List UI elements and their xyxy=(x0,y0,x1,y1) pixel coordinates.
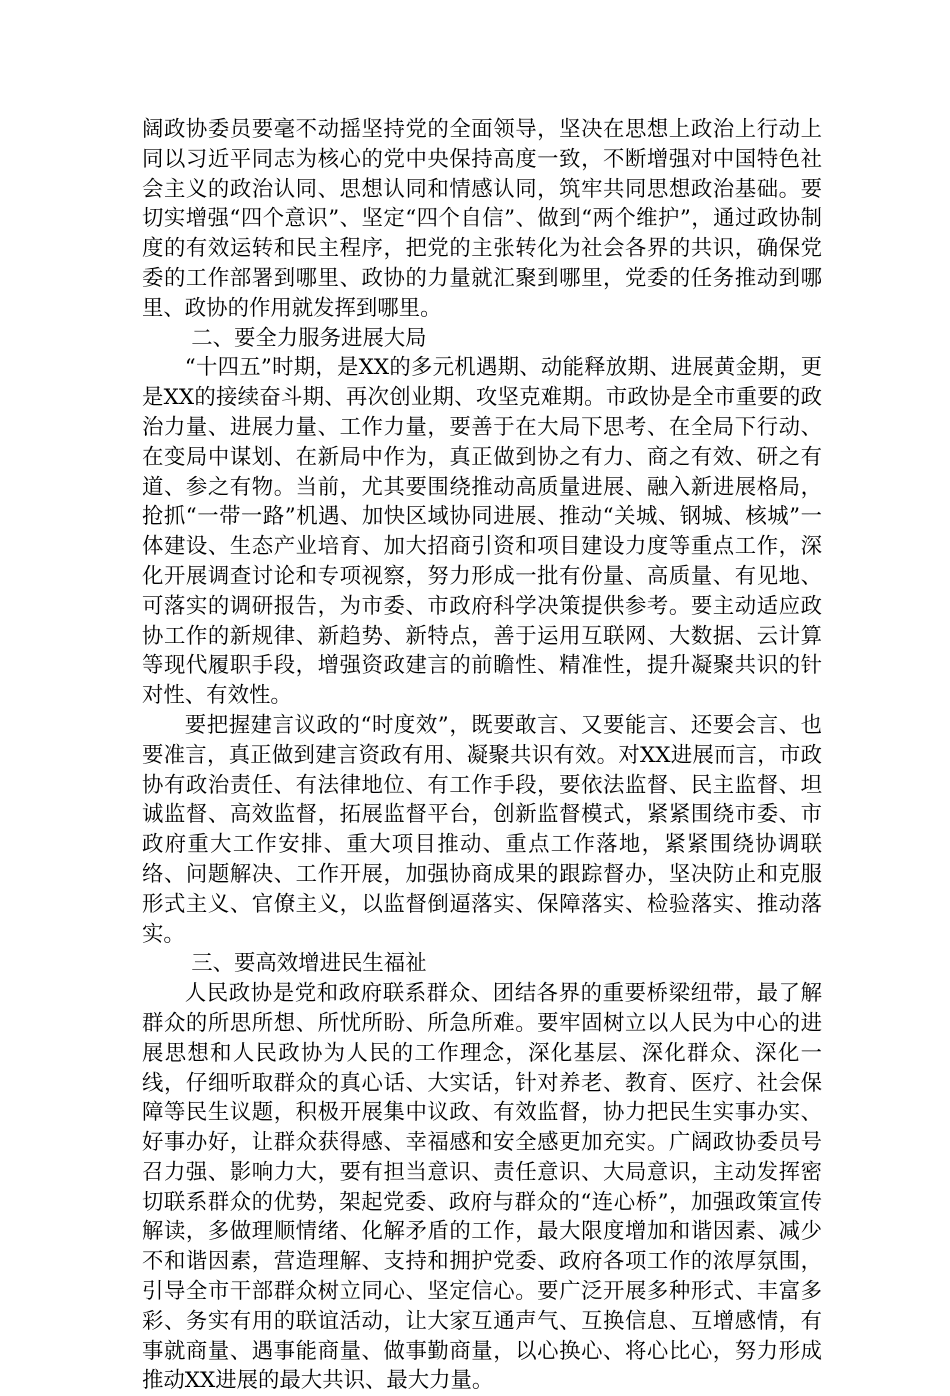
paragraph-body: 要把握建言议政的“时度效”，既要敢言、又要能言、还要会言、也要准言，真正做到建言资政有用、凝聚共识有效。对XX进展而言，市政协有政治责任、有法律地位、有工作手段，要依法监督、民主监督、坦诚监督、高效监督，拓展监督平台，创新监督模式，紧紧围绕市委、市政府重大工作安排、重大项目推动、重点工作落地，紧紧围绕协调联络、问题解决、工作开展，加强协商成果的跟踪督办，坚决防止和克服形式主义、官僚主义，以监督倒逼落实、保障落实、检验落实、推动落实。 xyxy=(142,712,822,947)
document-body xyxy=(142,115,822,1396)
section-heading-2: 二、要全力服务进展大局 xyxy=(191,325,427,351)
paragraph-body: 人民政协是党和政府联系群众、团结各界的重要桥梁纽带，最了解群众的所思所想、所忧所盼、所急所难。要牢固树立以人民为中心的进展思想和人民政协为人民的工作理念，深化基层、深化群众、深化一线，仔细听取群众的真心话、大实话，针对养老、教育、医疗、社会保障等民生议题，积极开展集中议政、有效监督，协力把民生实事办实、好事办好，让群众获得感、幸福感和安全感更加充实。广阔政协委员号召力强、影响力大，要有担当意识、责任意识、大局意识，主动发挥密切联系群众的优势，架起党委、政府与群众的“连心桥”，加强政策宣传解读，多做理顺情绪、化解矛盾的工作，最大限度增加和谐因素、减少不和谐因素，营造理解、支持和拥护党委、政府各项工作的浓厚氛围，引导全市干部群众树立同心、坚定信心。要广泛开展多种形式、丰富多彩、务实有用的联谊活动，让大家互通声气、互换信息、互增感情，有事就商量、遇事能商量、做事勤商量，以心换心、将心比心，努力形成推动XX进展的最大共识、最大力量。 xyxy=(142,981,822,1394)
section-heading-3: 三、要高效增进民生福祉 xyxy=(191,951,427,977)
paragraph-body: “十四五”时期，是XX的多元机遇期、动能释放期、进展黄金期，更是XX的接续奋斗期、再次创业期、攻坚克难期。市政协是全市重要的政治力量、进展力量、工作力量，要善于在大局下思考、在全局下行动、在变局中谋划、在新局中作为，真正做到协之有力、商之有效、研之有道、参之有物。当前，尤其要围绕推动高质量进展、融入新进展格局，抢抓“一带一路”机遇、加快区域协同进展、推动“关城、钢城、核城”一体建设、生态产业培育、加大招商引资和项目建设力度等重点工作，深化开展调查讨论和专项视察，努力形成一批有份量、高质量、有见地、可落实的调研报告，为市委、市政府科学决策提供参考。要主动适应政协工作的新规律、新趋势、新特点，善于运用互联网、大数据、云计算等现代履职手段，增强资政建言的前瞻性、精准性，提升凝聚共识的针对性、有效性。 xyxy=(142,355,822,709)
paragraph-continuation: 阔政协委员要毫不动摇坚持党的全面领导，坚决在思想上政治上行动上同以习近平同志为核心的党中央保持高度一致，不断增强对中国特色社会主义的政治认同、思想认同和情感认同，筑牢共同思想政治基础。要切实增强“四个意识”、坚定“四个自信”、做到“两个维护”，通过政协制度的有效运转和民主程序，把党的主张转化为社会各界的共识，确保党委的工作部署到哪里、政协的力量就汇聚到哪里，党委的任务推动到哪里、政协的作用就发挥到哪里。 xyxy=(142,117,822,321)
